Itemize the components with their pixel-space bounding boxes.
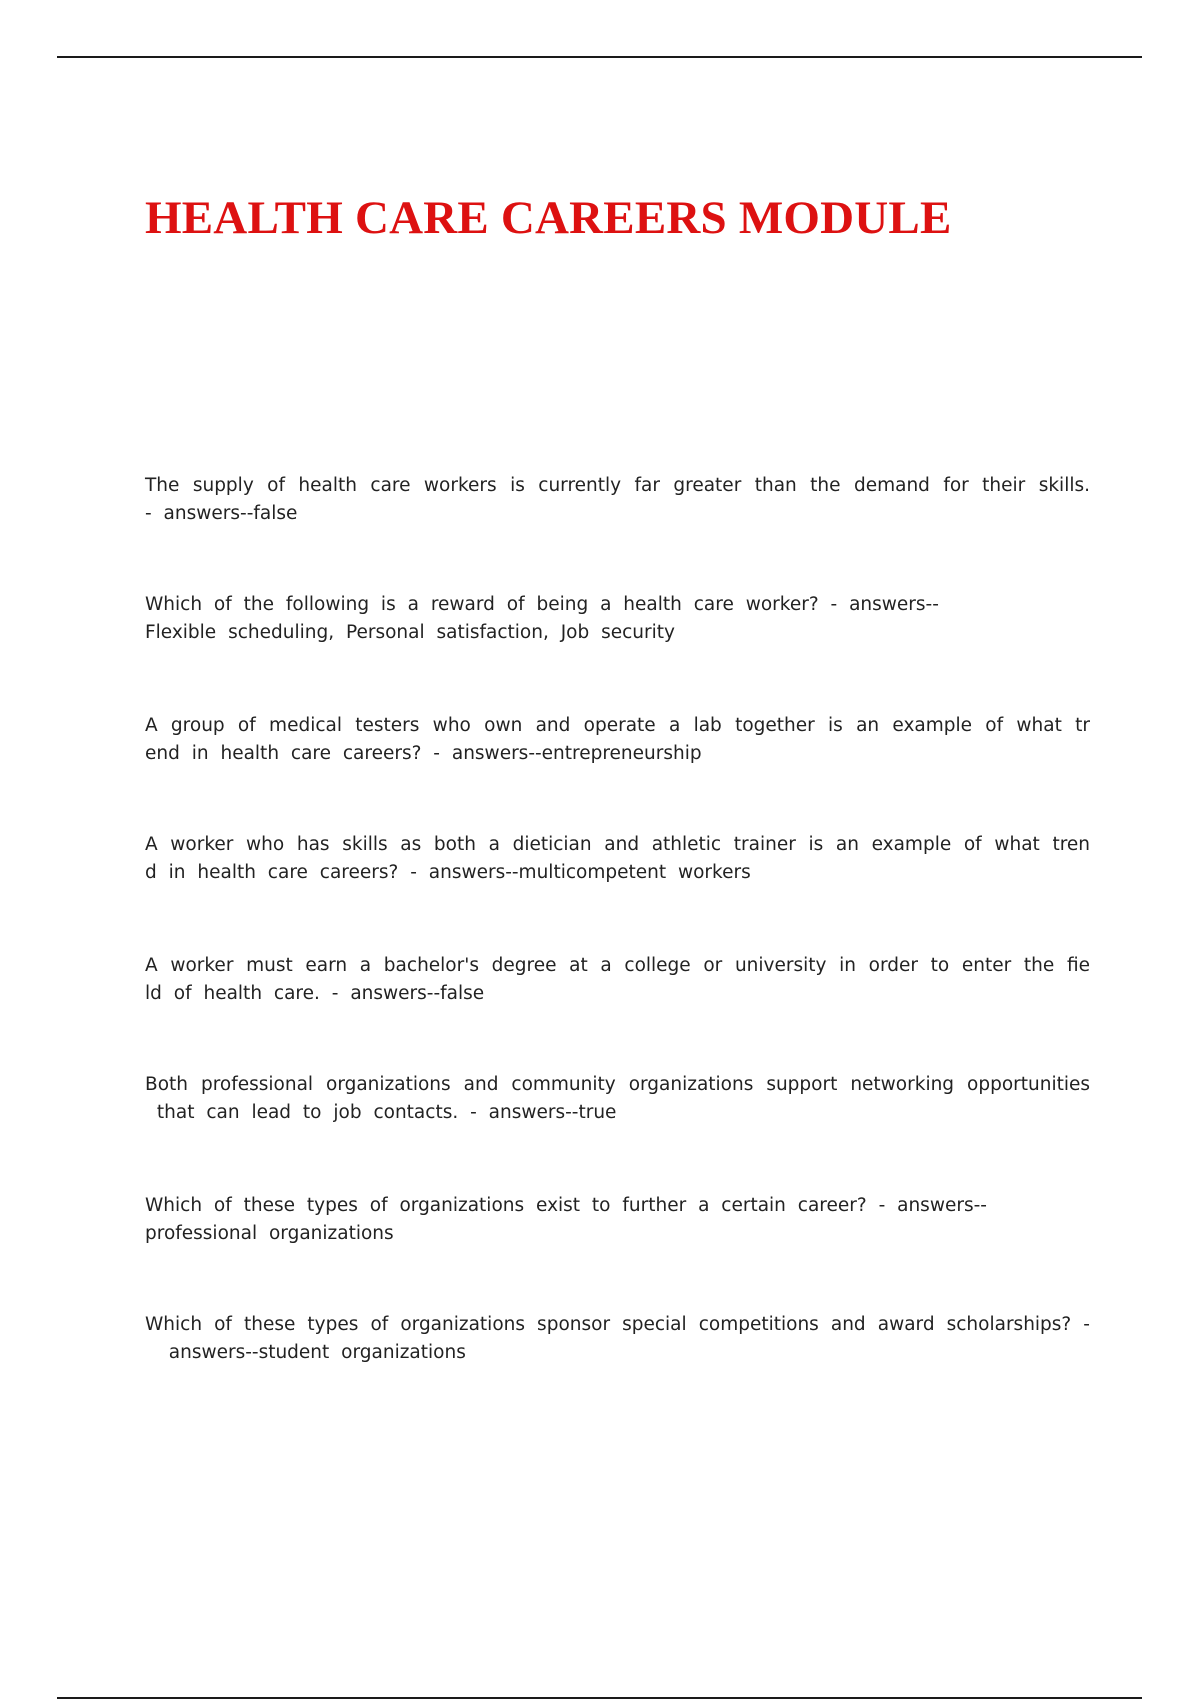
- top-rule: [57, 56, 1142, 58]
- qa-item-7-line-2: professional organizations: [145, 1223, 394, 1244]
- qa-item-1-line-1: The supply of health care workers is currently far greater than the demand for their skills.: [145, 475, 1090, 496]
- qa-item-3: [145, 712, 1090, 768]
- qa-item-7-line-1: Which of these types of organizations exist to further a certain career? - answers--: [145, 1195, 987, 1216]
- qa-item-5: [145, 952, 1090, 1008]
- qa-item-5-line-2: ld of health care. - answers--false: [145, 983, 485, 1004]
- qa-item-7: [145, 1192, 1090, 1248]
- qa-item-3-line-1: A group of medical testers who own and operate a lab together is an example of what tr: [145, 715, 1090, 736]
- qa-item-4-line-1: A worker who has skills as both a dietician and athletic trainer is an example of what tren: [145, 834, 1090, 855]
- qa-item-8-line-1: Which of these types of organizations sponsor special competitions and award scholarships? -: [145, 1314, 1090, 1335]
- qa-item-6: [145, 1071, 1090, 1127]
- qa-item-5-line-1: A worker must earn a bachelor's degree at a college or university in order to enter the fie: [145, 955, 1090, 976]
- qa-item-2: [145, 591, 1090, 647]
- qa-item-1-line-2: - answers--false: [145, 503, 298, 524]
- qa-item-6-line-2: that can lead to job contacts. - answers--true: [145, 1102, 617, 1123]
- qa-item-8-line-2: answers--student organizations: [145, 1342, 466, 1363]
- qa-item-2-line-1: Which of the following is a reward of being a health care worker? - answers--: [145, 594, 939, 615]
- qa-item-8: [145, 1311, 1090, 1367]
- bottom-rule: [57, 1697, 1142, 1699]
- qa-item-3-line-2: end in health care careers? - answers--entrepreneurship: [145, 743, 702, 764]
- qa-item-2-line-2: Flexible scheduling, Personal satisfaction, Job security: [145, 622, 675, 643]
- qa-item-1: [145, 472, 1090, 528]
- qa-item-4-line-2: d in health care careers? - answers--multicompetent workers: [145, 862, 751, 883]
- page-title: HEALTH CARE CAREERS MODULE: [145, 192, 952, 244]
- qa-item-6-line-1: Both professional organizations and community organizations support networking opportunities: [145, 1074, 1090, 1095]
- qa-item-4: [145, 831, 1090, 887]
